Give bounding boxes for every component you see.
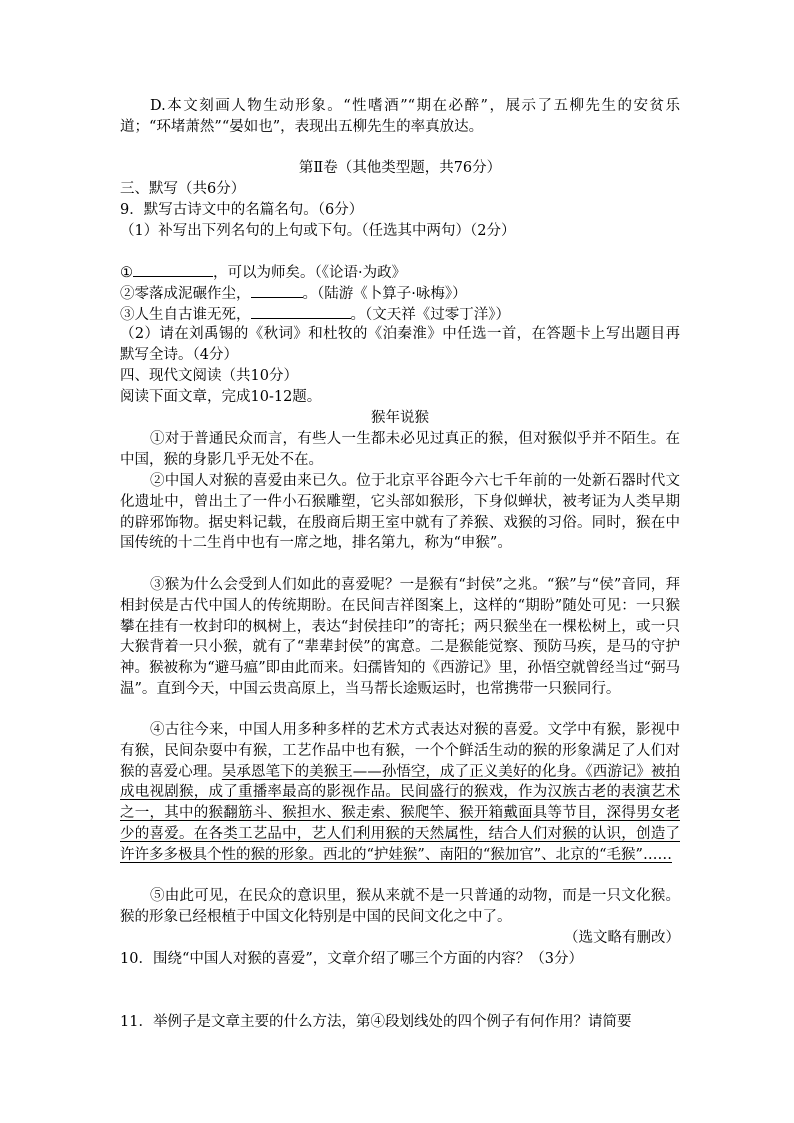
- paragraph-2: ②中国人对猴的喜爱由来已久。位于北京平谷距今六七千年前的一处新石器时代文化遗址中，曾出土了一件小石猴雕塑，它头部如猴形，下身似蝉状，被考证为人类早期的辟邪饰物。据史料记载，在殷商后期王室中就有了养猴、戏猴的习俗。同时，猴在中国传统的十二生肖中也有一席之地，排名第九，称为“申猴”。: [120, 473, 680, 552]
- fill-item-3: ③人生自古谁无死， 。（文天祥《过零丁洋》）: [120, 304, 680, 326]
- answer-blank-2[interactable]: [251, 283, 303, 298]
- paragraph-1: ①对于普通民众而言，有些人一生都未必见过真正的猴，但对猴似乎并不陌生。在中国，猴的身影几乎无处不在。: [120, 431, 680, 468]
- question-11: 11．举例子是文章主要的什么方法，第④段划线处的四个例子有何作用？请简要: [120, 1014, 632, 1030]
- paragraph-3: ③猴为什么会受到人们如此的喜爱呢？一是猴有“封侯”之兆。“猴”与“侯”音同，拜相封侯是古代中国人的传统期盼。在民间吉祥图案上，这样的“期盼”随处可见：一只猴攀在挂有一枚封印的枫树上，表达“封侯挂印”的寄托；两只猴坐在一棵松树上，或一只大猴背着一只小猴，就有了“辈辈封侯”的寓意。二是猴能觉察、预防马疾，是马的守护神。猴被称为“避马瘟”即由此而来。妇孺皆知的《西游记》里，孙悟空就曾经当过“弼马温”。直到今天，中国云贵高原上，当马帮长途贩运时，也常携带一只猴同行。: [120, 577, 680, 697]
- underlined-examples: 吴承恩笔下的美猴王——孙悟空，成了正义美好的化身。《西游记》被拍成电视剧猴，成了重播率最高的影视作品。民间盛行的猴戏，作为汉族古老的表演艺术之一，其中的猴翻筋斗、猴担水、猴走索、猴爬竿、猴开箱戴面具等节目，深得男女老少的喜爱。在各类工艺品中，艺人们利用猴的天然属性，结合人们对猴的认识，创造了许许多多极具个性的猴的形象。西北的“护娃猴”、南阳的“猴加官”、北京的“毛猴”……: [120, 763, 681, 863]
- option-d: D.本文刻画人物生动形象。“性嗜酒”“期在必醉”，展示了五柳先生的安贫乐道；“环堵萧然”“晏如也”，表现出五柳先生的率真放达。: [120, 98, 680, 135]
- section4-title: 四、现代文阅读（共10分）: [120, 368, 298, 384]
- question-9: 9．默写古诗文中的名篇名句。（6分）: [120, 202, 364, 218]
- fill-item-1: ① ，可以为师矣。（《论语·为政》: [120, 262, 680, 284]
- answer-blank-3[interactable]: [251, 304, 351, 319]
- question-9-part1: （1）补写出下列名句的上句或下句。（任选其中两句）（2分）: [120, 223, 516, 239]
- question-10: 10．围绕“中国人对猴的喜爱”，文章介绍了哪三个方面的内容？（3分）: [120, 951, 583, 967]
- source-note: （选文略有删改）: [564, 930, 680, 946]
- fill-item-2: ②零落成泥碾作尘， 。（陆游《卜算子·咏梅》）: [120, 283, 680, 305]
- paragraph-5: ⑤由此可见，在民众的意识里，猴从来就不是一只普通的动物，而是一只文化猴。猴的形象已经根植于中国文化特别是中国的民间文化之中了。: [120, 888, 680, 925]
- paragraph-4: ④古往今来，中国人用多种多样的艺术方式表达对猴的喜爱。文学中有猴，影视中有猴，民间杂耍中有猴，工艺作品中也有猴，一个个鲜活生动的猴的形象满足了人们对猴的喜爱心理。吴承恩笔下的美猴王——孙悟空，成了正义美好的化身。《西游记》被拍成电视剧猴，成了重播率最高的影视作品。民间盛行的猴戏，作为汉族古老的表演艺术之一，其中的猴翻筋斗、猴担水、猴走索、猴爬竿、猴开箱戴面具等节目，深得男女老少的喜爱。在各类工艺品中，艺人们利用猴的天然属性，结合人们对猴的认识，创造了许许多多极具个性的猴的形象。西北的“护娃猴”、南阳的“猴加官”、北京的“毛猴”……: [120, 722, 681, 863]
- part2-header: 第Ⅱ卷（其他类型题，共76分）: [298, 160, 502, 176]
- article-title: 猴年说猴: [371, 410, 429, 426]
- answer-blank-1[interactable]: [133, 262, 213, 277]
- question-9-part2: （2）请在刘禹锡的《秋词》和杜牧的《泊秦淮》中任选一首，在答题卡上写出题目再默写全诗。（4分）: [120, 326, 680, 363]
- section3-title: 三、默写（共6分）: [120, 181, 246, 197]
- reading-instruction: 阅读下面文章，完成10-12题。: [120, 389, 322, 405]
